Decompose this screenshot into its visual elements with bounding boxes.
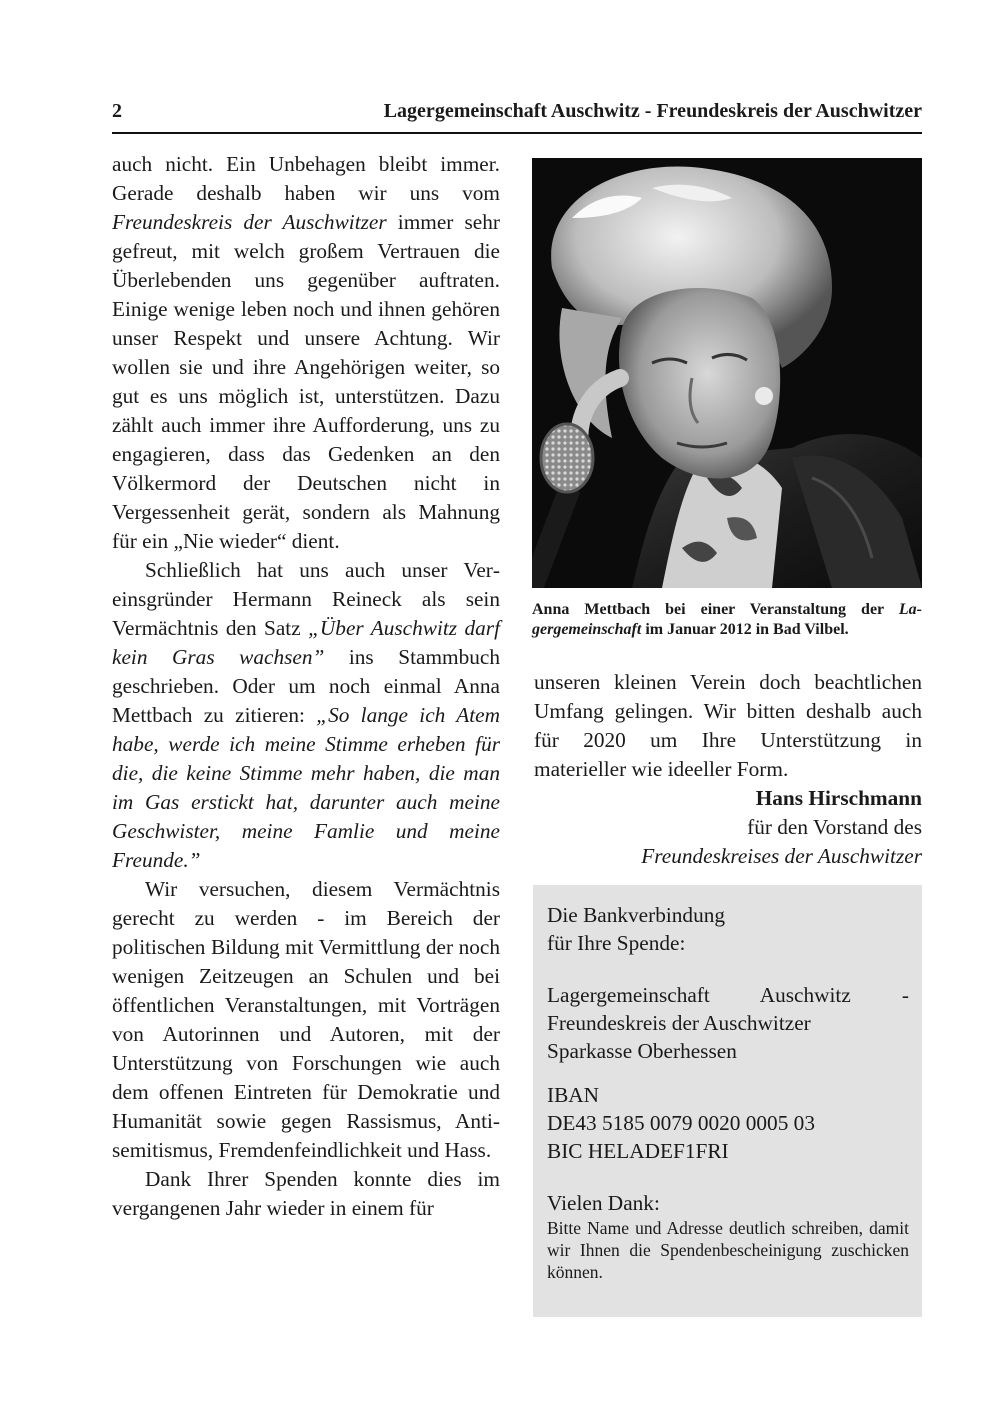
- bank-account-holder-2: Freundeskreis der Auschwitzer: [547, 1011, 811, 1035]
- bank-account-holder-1: Lagergemeinschaft Auschwitz -: [547, 983, 909, 1007]
- right-column: [534, 668, 922, 871]
- bic-code: BIC HELADEF1FRI: [547, 1139, 729, 1163]
- quote-mettbach: „So lange ich Atem habe, werde ich meine Stimme erheben für die, die keine Stimme mehr haben, die man im Gas erstickt hat, darunter auch meine Geschwister, meine Famlie und meine Freunde.”: [112, 703, 500, 872]
- signature-role: für den Vorstand des: [747, 815, 922, 839]
- paragraph-1: auch nicht. Ein Unbehagen bleibt immer. Gerade deshalb haben wir uns vom Freundeskreis der Auschwitzer immer sehr gefreut, mit welch großem Vertrauen die Überlebenden uns gegenüber auftraten. Einige wenige leben noch und ihnen gehören unser Respekt und unsere Achtung. Wir wollen sie und ihre Angehörigen weiter, so gut es uns möglich ist, unterstützen. Dazu zählt auch immer ihre Aufforderung, uns zu engagieren, dass das Gedenken an den Völkermord der Deutschen nicht in Vergessenheit gerät, sondern als Mahnung für ein „Nie wieder“ dient.: [112, 152, 500, 553]
- page-number: 2: [112, 100, 122, 122]
- portrait-photo: [532, 158, 922, 588]
- signature-organization: Freundeskreises der Auschwitzer: [641, 844, 922, 868]
- right-paragraph: unseren kleinen Verein doch beachtlichen Umfang gelingen. Wir bitten deshalb auch für 2020 um Ihre Unterstützung in materieller wie ideeller Form.: [534, 670, 922, 781]
- iban-number: DE43 5185 0079 0020 0005 03: [547, 1111, 815, 1135]
- donation-note: Bitte Name und Adresse deutlich schreiben, damit wir Ihnen die Spendenbescheinigung zuschicken können.: [547, 1218, 909, 1282]
- bank-intro-2: für Ihre Spende:: [547, 931, 686, 955]
- emphasis-freundeskreis: Freundeskreis der Auschwitzer: [112, 210, 387, 234]
- portrait-illustration: [532, 158, 922, 588]
- bank-name: Sparkasse Oberhessen: [547, 1039, 737, 1063]
- left-column: [112, 150, 500, 1223]
- photo-caption: Anna Mettbach bei einer Veranstaltung der Lagergemeinschaft im Januar 2012 in Bad Vilbel.: [532, 601, 922, 638]
- signature-name: Hans Hirschmann: [755, 786, 922, 810]
- thanks-heading: Vielen Dank:: [547, 1191, 660, 1215]
- iban-label: IBAN: [547, 1083, 600, 1107]
- quote-reineck: „Über Auschwitz darf kein Gras wachsen”: [112, 616, 500, 669]
- bank-details-box: [533, 885, 922, 1317]
- paragraph-4: Dank Ihrer Spenden konnte dies im vergangenen Jahr wieder in einem für: [112, 1167, 500, 1220]
- paragraph-2: Schließlich hat uns auch unser Vereinsgründer Hermann Reineck als sein Vermächtnis den Satz „Über Auschwitz darf kein Gras wachsen” ins Stammbuch geschrieben. Oder um noch einmal Anna Mettbach zu zitieren: „So lange ich Atem habe, werde ich meine Stimme erheben für die, die keine Stimme mehr haben, die man im Gas erstickt hat, darunter auch meine Geschwister, meine Famlie und meine Freunde.”: [112, 558, 500, 872]
- paragraph-3: Wir versuchen, diesem Vermächtnis gerecht zu werden - im Bereich der politischen Bildung mit Vermittlung der noch wenigen Zeitzeugen an Schulen und bei öffentlichen Veranstaltungen, mit Vorträgen von Autorinnen und Autoren, mit der Unterstützung von Forschungen wie auch dem offenen Eintreten für Demokratie und Humanität sowie gegen Rassismus, Antisemitismus, Fremdenfeindlichkeit und Hass.: [112, 877, 500, 1162]
- running-header: [112, 100, 922, 134]
- bank-intro-1: Die Bankverbindung: [547, 903, 726, 927]
- running-title: Lagergemeinschaft Auschwitz - Freundeskreis der Auschwitzer: [383, 100, 922, 122]
